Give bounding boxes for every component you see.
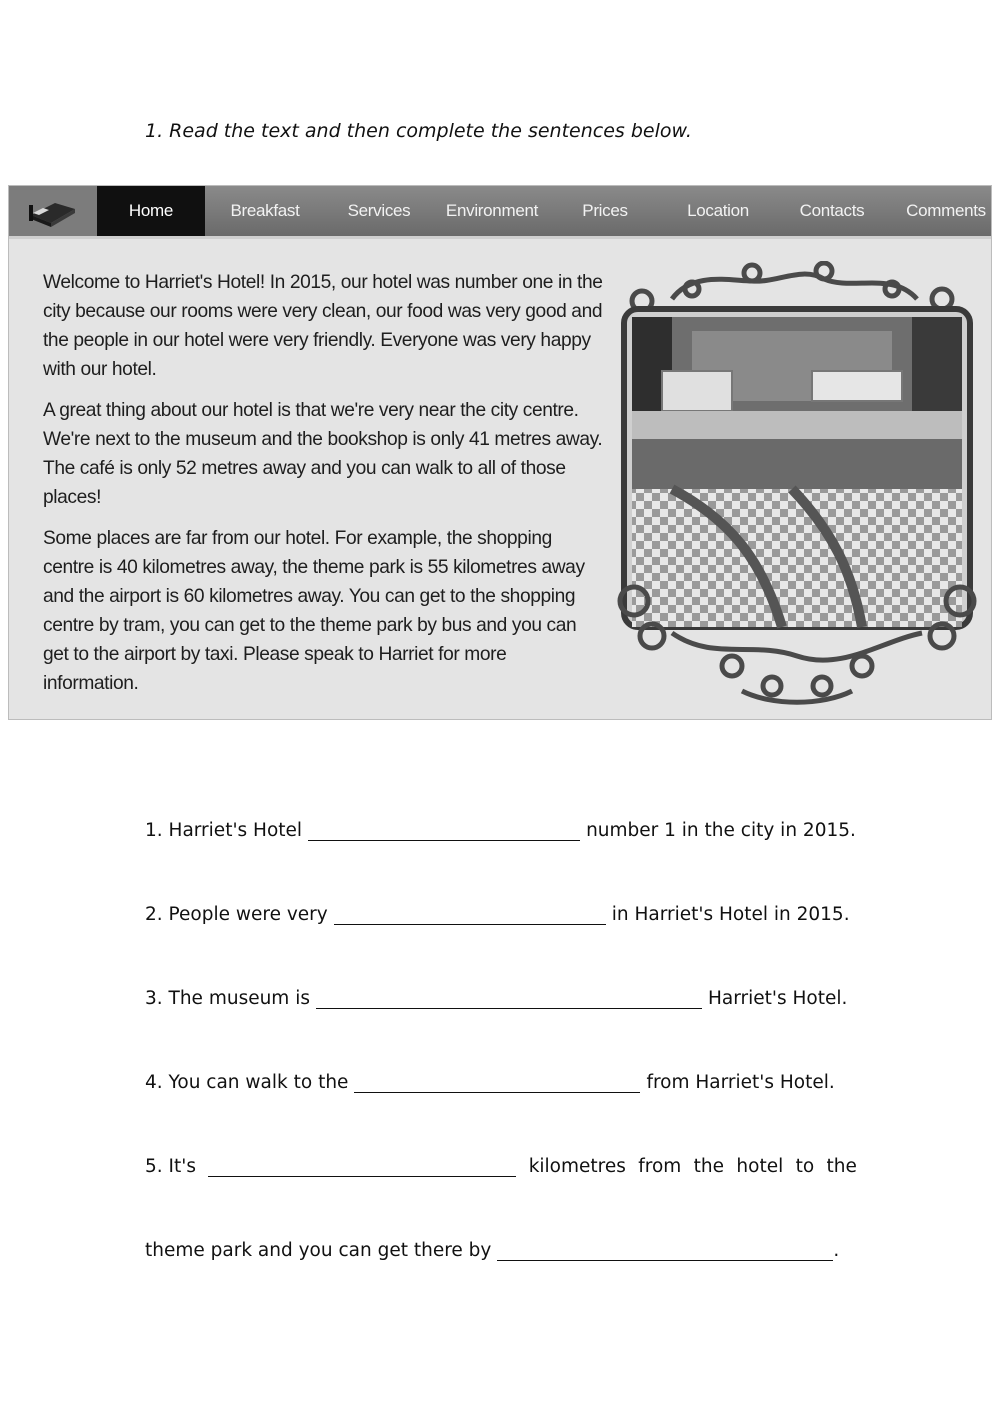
exercise-3: [145, 988, 857, 1072]
website-body-text: [43, 268, 603, 710]
exercise-5-word: the: [693, 1156, 725, 1177]
paragraph-welcome: Welcome to Harriet's Hotel! In 2015, our hotel was number one in the city because our rooms were very clean, our food was very good and the people in our hotel were very friendly. Everyone was very happy with our hotel.: [43, 272, 603, 380]
exercise-5-text-before: 5. It's: [145, 1156, 196, 1177]
navigation-bar: [9, 186, 991, 239]
nav-environment[interactable]: Environment: [445, 201, 539, 220]
exercise-5-continued: [145, 1240, 857, 1324]
paragraph-location: A great thing about our hotel is that we're very near the city centre. We're next to the museum and the bookshop is only 41 metres away. The café is only 52 metres away and you can walk to all of those places!: [43, 400, 603, 508]
exercise-5-word: to: [795, 1156, 815, 1177]
paragraph-far-places: Some places are far from our hotel. For example, the shopping centre is 40 kilometres away, the theme park is 55 kilometres away and the airport is 60 kilometres away. You can get to the shopping centre by tram, you can get to the theme park by bus and you can get to the airport by taxi. Please speak to Harriet for more information.: [43, 528, 585, 694]
answer-blank-5b[interactable]: [497, 1240, 833, 1261]
nav-comments[interactable]: Comments: [906, 201, 986, 220]
exercise-4: [145, 1072, 857, 1156]
hotel-website-screenshot: [8, 185, 992, 720]
exercise-5-word: hotel: [736, 1156, 784, 1177]
exercise-3-text-before: 3. The museum is: [145, 988, 310, 1009]
nav-breakfast[interactable]: Breakfast: [230, 201, 300, 220]
nav-home[interactable]: Home: [97, 186, 205, 236]
exercise-4-text-after: from Harriet's Hotel.: [646, 1072, 835, 1093]
exercise-2-text-before: 2. People were very: [145, 904, 328, 925]
exercise-4-text-before: 4. You can walk to the: [145, 1072, 349, 1093]
answer-blank-4[interactable]: [354, 1072, 640, 1093]
exercise-5: [145, 1156, 857, 1240]
exercise-1: [145, 820, 857, 904]
nav-prices[interactable]: Prices: [582, 201, 628, 220]
pool-photo: [612, 261, 982, 711]
exercise-5-line2-text-after: .: [833, 1240, 840, 1261]
exercise-1-text-after: number 1 in the city in 2015.: [586, 820, 856, 841]
answer-blank-5a[interactable]: [208, 1156, 516, 1177]
exercise-3-text-after: Harriet's Hotel.: [708, 988, 848, 1009]
answer-blank-2[interactable]: [334, 904, 606, 925]
bed-icon: [9, 186, 97, 236]
exercise-sentences: [145, 820, 857, 1324]
nav-location[interactable]: Location: [687, 201, 749, 220]
exercise-5-word: the: [826, 1156, 857, 1177]
nav-services[interactable]: Services: [347, 201, 411, 220]
answer-blank-3[interactable]: [316, 988, 702, 1009]
answer-blank-1[interactable]: [308, 820, 580, 841]
exercise-5-line2-text-before: theme park and you can get there by: [145, 1240, 492, 1261]
exercise-1-text-before: 1. Harriet's Hotel: [145, 820, 303, 841]
exercise-2: [145, 904, 857, 988]
exercise-5-word: kilometres: [528, 1156, 626, 1177]
exercise-5-word: from: [638, 1156, 682, 1177]
exercise-2-text-after: in Harriet's Hotel in 2015.: [611, 904, 850, 925]
instruction-text: 1. Read the text and then complete the sentences below.: [145, 120, 692, 142]
nav-contacts[interactable]: Contacts: [799, 201, 865, 220]
